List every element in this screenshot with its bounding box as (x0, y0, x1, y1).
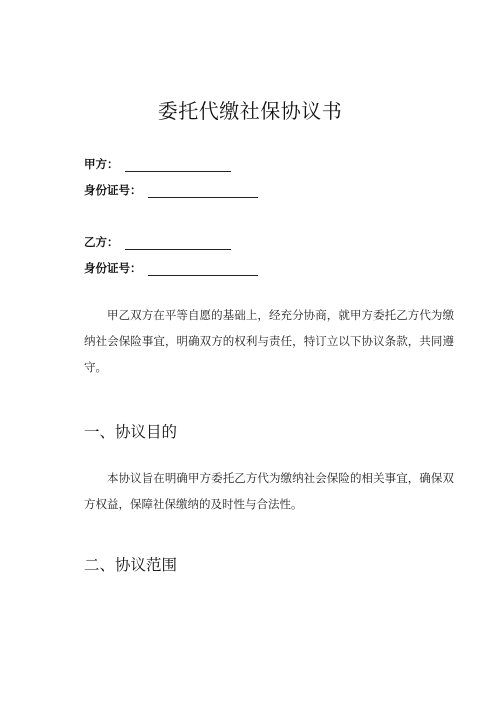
intro-paragraph: 甲乙双方在平等自愿的基础上，经充分协商，就甲方委托乙方代为缴纳社会保险事宜，明确双方的权利与责任，特订立以下协议条款，共同遵守。 (84, 308, 454, 374)
party-b-name-label: 乙方： (84, 235, 119, 249)
party-a-name-blank (125, 159, 231, 172)
party-a-id-field (84, 182, 258, 198)
section-1-heading: 一、协议目的 (84, 423, 178, 441)
section-2-heading: 二、协议范围 (84, 556, 178, 574)
party-b-id-blank (148, 263, 258, 276)
party-b-name-blank (125, 237, 231, 250)
party-b-id-label: 身份证号： (84, 261, 142, 275)
party-b-id-field (84, 260, 258, 276)
section-1-paragraph: 本协议旨在明确甲方委托乙方代为缴纳社会保险的相关事宜，确保双方权益，保障社保缴纳的及时性与合法性。 (84, 471, 454, 511)
document-title: 委托代缴社保协议书 (157, 99, 343, 123)
party-a-id-label: 身份证号： (84, 183, 142, 197)
party-a-name-field (84, 156, 231, 172)
party-a-name-label: 甲方： (84, 157, 119, 171)
party-a-id-blank (148, 185, 258, 198)
party-b-name-field (84, 234, 231, 250)
